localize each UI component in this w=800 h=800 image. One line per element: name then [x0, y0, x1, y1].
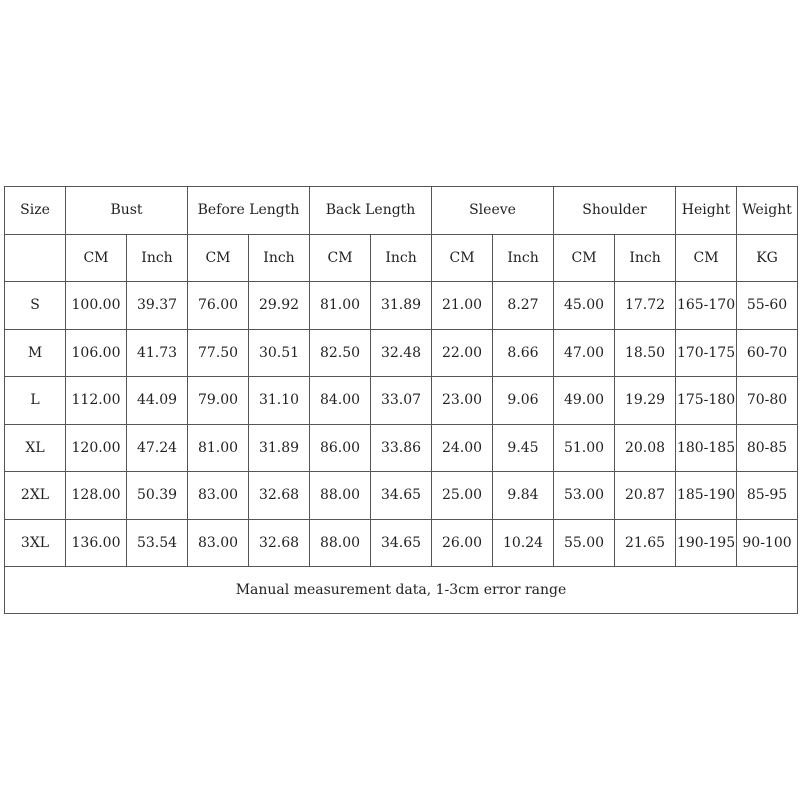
unit-cell: Inch [249, 234, 310, 282]
measurement-cell: 18.50 [615, 329, 676, 377]
size-label-cell: 2XL [5, 472, 66, 520]
measurement-cell: 112.00 [66, 377, 127, 425]
unit-cell: Inch [493, 234, 554, 282]
unit-cell: Inch [615, 234, 676, 282]
measurement-cell: 41.73 [127, 329, 188, 377]
header-weight: Weight [737, 187, 798, 235]
measurement-cell: 47.24 [127, 424, 188, 472]
measurement-cell: 50.39 [127, 472, 188, 520]
measurement-cell: 24.00 [432, 424, 493, 472]
header-before-length: Before Length [188, 187, 310, 235]
measurement-cell: 20.08 [615, 424, 676, 472]
measurement-cell: 128.00 [66, 472, 127, 520]
measurement-cell: 80-85 [737, 424, 798, 472]
measurement-cell: 180-185 [676, 424, 737, 472]
measurement-cell: 9.84 [493, 472, 554, 520]
measurement-cell: 77.50 [188, 329, 249, 377]
unit-cell: Inch [371, 234, 432, 282]
measurement-cell: 44.09 [127, 377, 188, 425]
measurement-cell: 31.89 [371, 282, 432, 330]
measurement-cell: 86.00 [310, 424, 371, 472]
measurement-cell: 70-80 [737, 377, 798, 425]
measurement-cell: 85-95 [737, 472, 798, 520]
measurement-cell: 33.07 [371, 377, 432, 425]
header-back-length: Back Length [310, 187, 432, 235]
unit-cell: CM [432, 234, 493, 282]
measurement-cell: 20.87 [615, 472, 676, 520]
measurement-cell: 81.00 [310, 282, 371, 330]
unit-cell: Inch [127, 234, 188, 282]
measurement-cell: 8.27 [493, 282, 554, 330]
table-row [5, 282, 798, 330]
measurement-cell: 170-175 [676, 329, 737, 377]
measurement-cell: 32.68 [249, 519, 310, 567]
measurement-note: Manual measurement data, 1-3cm error range [5, 567, 798, 614]
size-label-cell: M [5, 329, 66, 377]
measurement-cell: 76.00 [188, 282, 249, 330]
measurement-cell: 23.00 [432, 377, 493, 425]
measurement-cell: 45.00 [554, 282, 615, 330]
table-row [5, 329, 798, 377]
measurement-cell: 106.00 [66, 329, 127, 377]
measurement-cell: 32.48 [371, 329, 432, 377]
measurement-cell: 25.00 [432, 472, 493, 520]
measurement-cell: 120.00 [66, 424, 127, 472]
measurement-cell: 136.00 [66, 519, 127, 567]
table-row [5, 472, 798, 520]
table-row [5, 519, 798, 567]
measurement-cell: 49.00 [554, 377, 615, 425]
measurement-cell: 81.00 [188, 424, 249, 472]
measurement-cell: 84.00 [310, 377, 371, 425]
header-height: Height [676, 187, 737, 235]
table-row [5, 377, 798, 425]
size-label-cell: 3XL [5, 519, 66, 567]
measurement-cell: 88.00 [310, 472, 371, 520]
measurement-cell: 29.92 [249, 282, 310, 330]
unit-cell: CM [310, 234, 371, 282]
measurement-cell: 79.00 [188, 377, 249, 425]
size-chart-table [4, 186, 798, 614]
measurement-cell: 83.00 [188, 472, 249, 520]
measurement-cell: 31.10 [249, 377, 310, 425]
measurement-cell: 21.00 [432, 282, 493, 330]
unit-cell: CM [188, 234, 249, 282]
units-row [5, 234, 798, 282]
header-bust: Bust [66, 187, 188, 235]
measurement-cell: 51.00 [554, 424, 615, 472]
measurement-cell: 100.00 [66, 282, 127, 330]
measurement-cell: 33.86 [371, 424, 432, 472]
measurement-cell: 30.51 [249, 329, 310, 377]
unit-cell: CM [676, 234, 737, 282]
size-label-cell: XL [5, 424, 66, 472]
measurement-cell: 31.89 [249, 424, 310, 472]
measurement-cell: 39.37 [127, 282, 188, 330]
measurement-cell: 8.66 [493, 329, 554, 377]
measurement-cell: 90-100 [737, 519, 798, 567]
measurement-cell: 175-180 [676, 377, 737, 425]
measurement-cell: 88.00 [310, 519, 371, 567]
header-sleeve: Sleeve [432, 187, 554, 235]
measurement-cell: 53.00 [554, 472, 615, 520]
measurement-cell: 55.00 [554, 519, 615, 567]
measurement-cell: 60-70 [737, 329, 798, 377]
measurement-cell: 26.00 [432, 519, 493, 567]
note-row [5, 567, 798, 614]
measurement-cell: 83.00 [188, 519, 249, 567]
header-row [5, 187, 798, 235]
measurement-cell: 22.00 [432, 329, 493, 377]
measurement-cell: 53.54 [127, 519, 188, 567]
measurement-cell: 190-195 [676, 519, 737, 567]
measurement-cell: 185-190 [676, 472, 737, 520]
measurement-cell: 34.65 [371, 472, 432, 520]
unit-cell: CM [554, 234, 615, 282]
measurement-cell: 9.45 [493, 424, 554, 472]
table-row [5, 424, 798, 472]
measurement-cell: 17.72 [615, 282, 676, 330]
measurement-cell: 19.29 [615, 377, 676, 425]
unit-cell: CM [66, 234, 127, 282]
measurement-cell: 55-60 [737, 282, 798, 330]
measurement-cell: 82.50 [310, 329, 371, 377]
header-size: Size [5, 187, 66, 235]
header-shoulder: Shoulder [554, 187, 676, 235]
measurement-cell: 47.00 [554, 329, 615, 377]
measurement-cell: 165-170 [676, 282, 737, 330]
measurement-cell: 34.65 [371, 519, 432, 567]
size-label-cell: S [5, 282, 66, 330]
size-label-cell: L [5, 377, 66, 425]
measurement-cell: 21.65 [615, 519, 676, 567]
unit-cell: KG [737, 234, 798, 282]
measurement-cell: 10.24 [493, 519, 554, 567]
measurement-cell: 32.68 [249, 472, 310, 520]
units-size-blank [5, 234, 66, 282]
measurement-cell: 9.06 [493, 377, 554, 425]
